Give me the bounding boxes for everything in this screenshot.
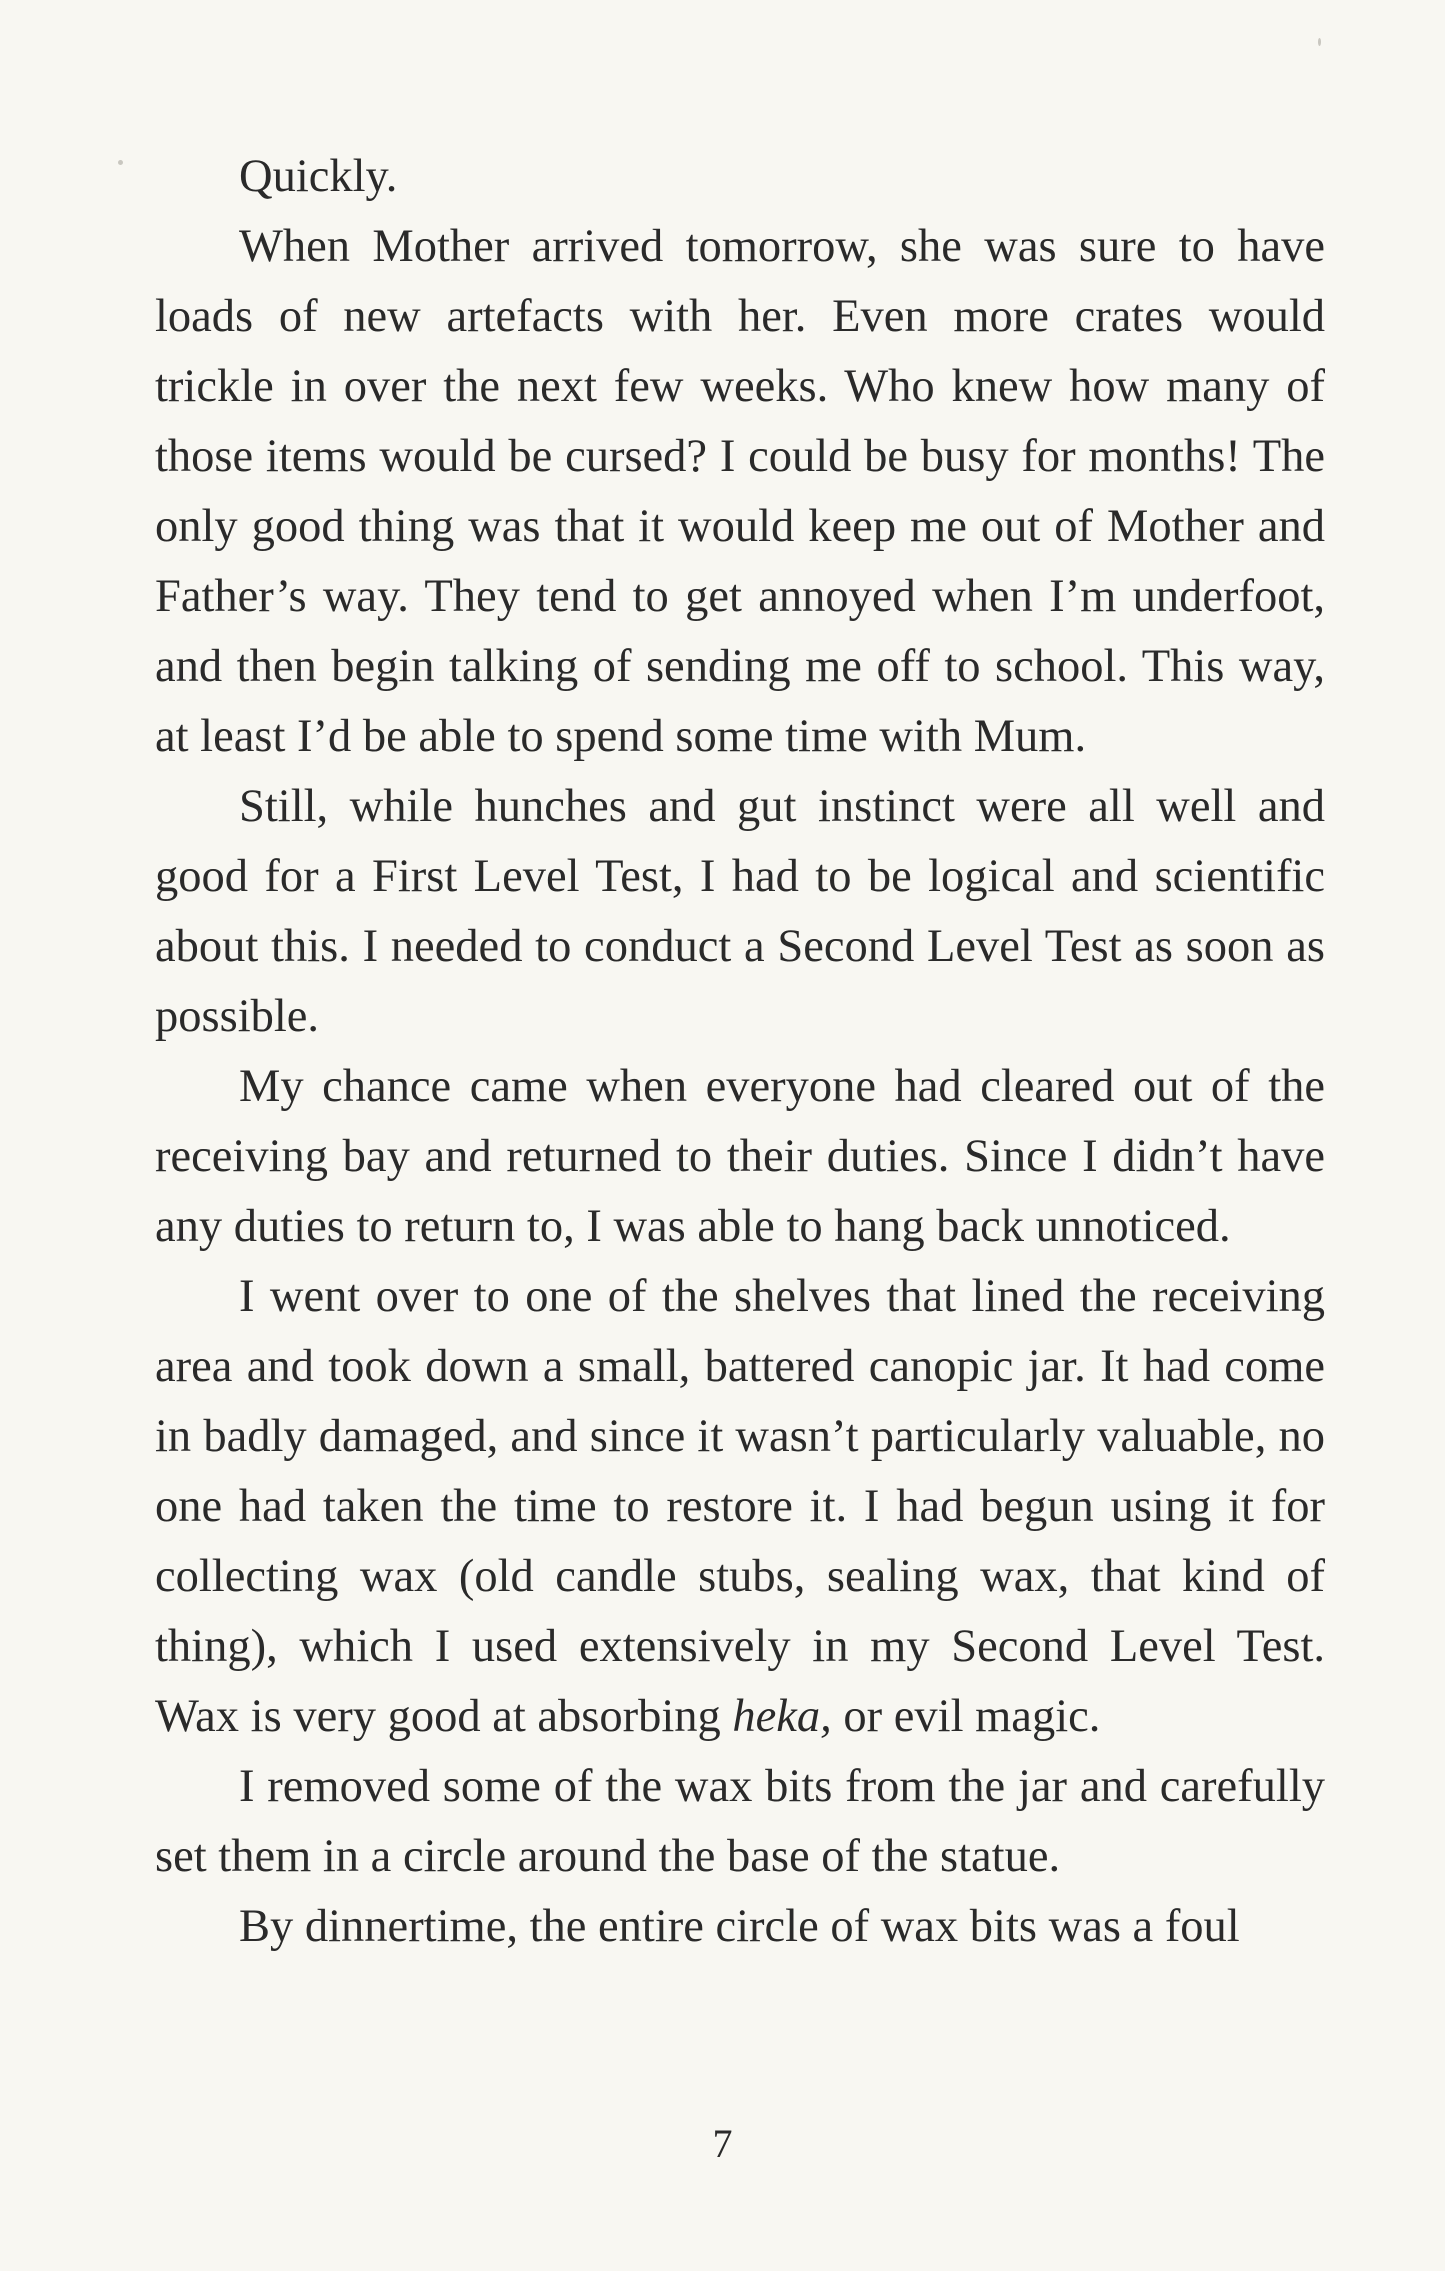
body-text <box>155 142 1325 1962</box>
paragraph: Quickly. <box>239 151 398 202</box>
page-number: 7 <box>712 2121 733 2166</box>
paper-speck <box>118 160 123 165</box>
italic-term: heka, <box>732 1691 832 1742</box>
paragraph: My chance came when everyone had cleared out of the receiving bay and returned to their duties. Since I didn’t have any duties to return to, I was able to hang back unnoticed. <box>155 1061 1325 1252</box>
paragraph-text: I went over to one of the shelves that lined the receiving area and took down a small, battered canopic jar. It had come in badly damaged, and since it wasn’t particularly valuable, no one had taken the time to restore it. I had begun using it for collecting wax (old candle stubs, sealing wax, that kind of thing), which I used extensively in my Second Level Test. Wax is very good at absorbing <box>155 1271 1325 1742</box>
paragraph: I removed some of the wax bits from the jar and carefully set them in a circle around the base of the statue. <box>155 1761 1325 1882</box>
paragraph: Still, while hunches and gut instinct were all well and good for a First Level Test, I had to be logical and scientific about this. I needed to conduct a Second Level Test as soon as possible. <box>155 781 1325 1042</box>
paper-speck <box>1318 38 1321 46</box>
paragraph <box>155 1262 1325 1752</box>
paragraph-text: or evil magic. <box>831 1691 1101 1742</box>
paragraph: By dinnertime, the entire circle of wax bits was a foul <box>239 1901 1240 1952</box>
paragraph: When Mother arrived tomorrow, she was sure to have loads of new artefacts with her. Even more crates would trickle in over the next few weeks. Who knew how many of those items would be cursed? I could be busy for months! The only good thing was that it would keep me out of Mother and Father’s way. They tend to get annoyed when I’m underfoot, and then begin talking of sending me off to school. This way, at least I’d be able to spend some time with Mum. <box>155 221 1325 762</box>
